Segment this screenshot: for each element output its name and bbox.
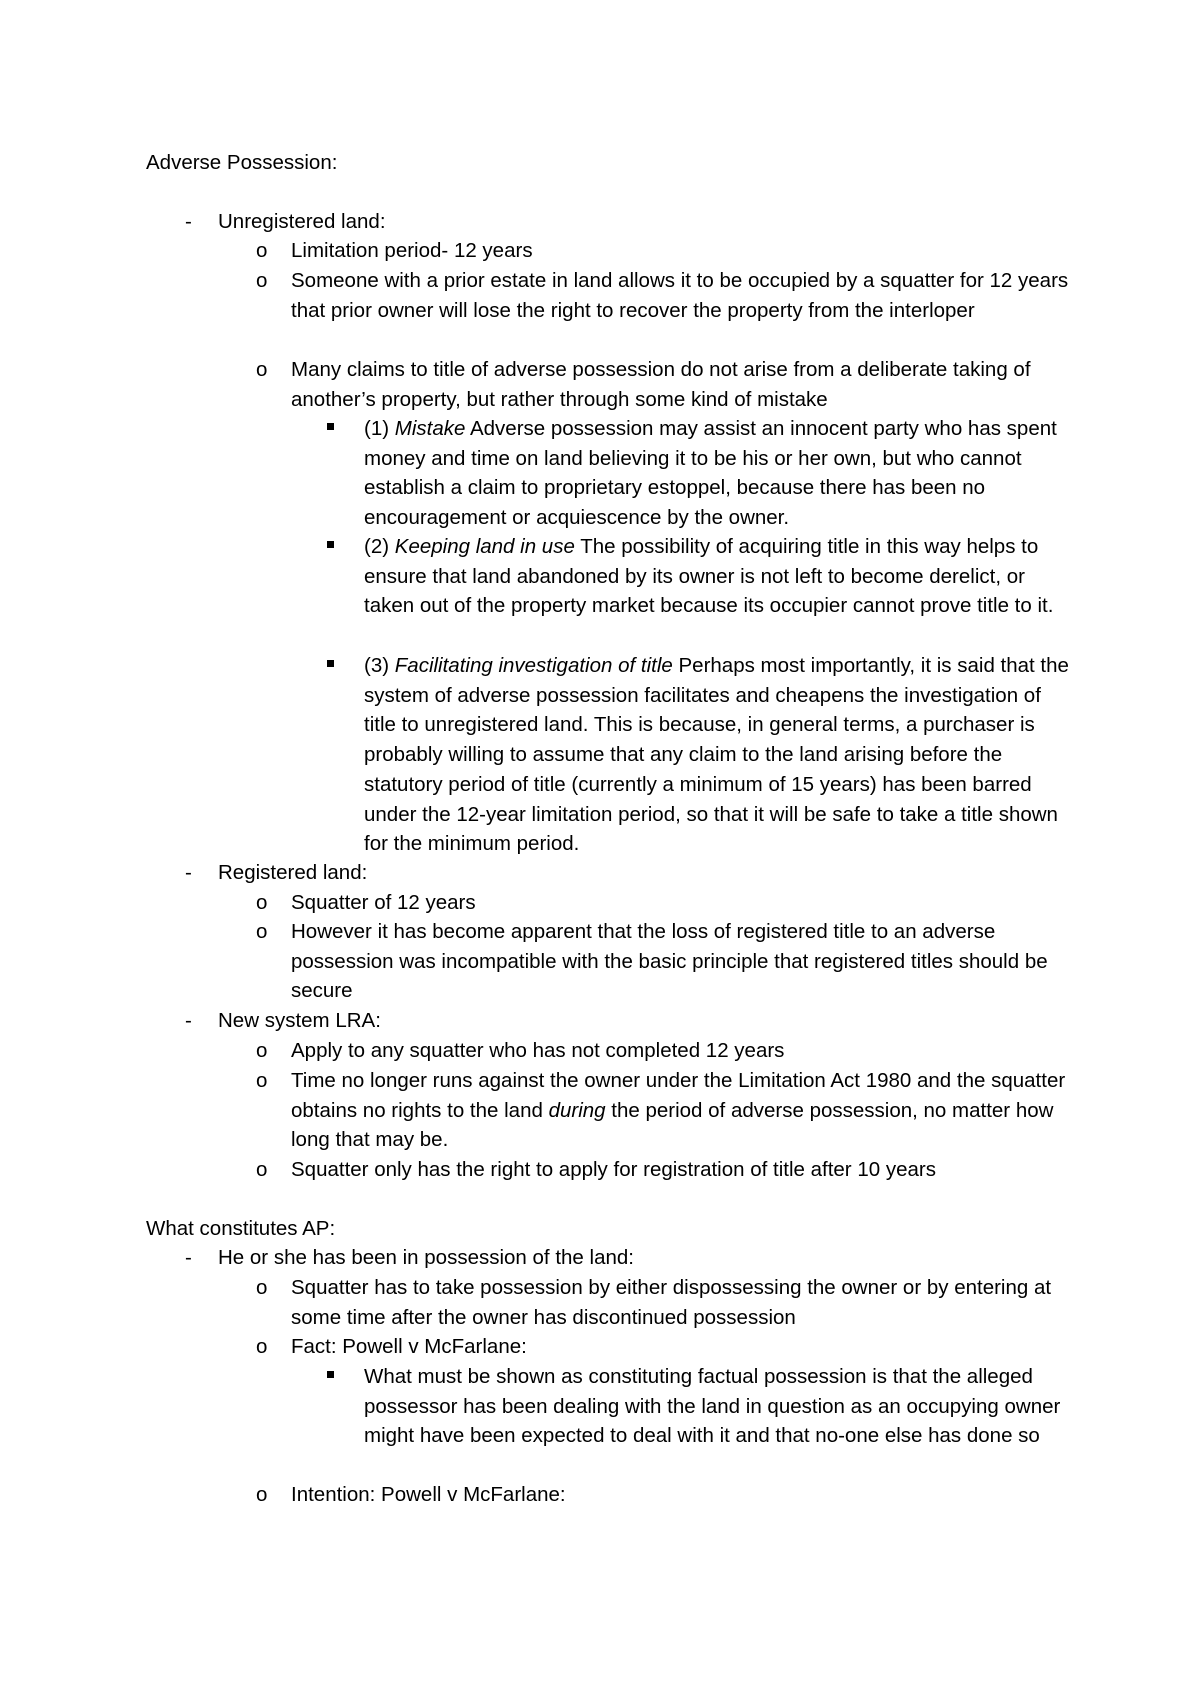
item-intention-powell bbox=[256, 1480, 1071, 1510]
dash-marker: - bbox=[185, 210, 192, 233]
item-text: Limitation period- 12 years bbox=[291, 239, 533, 262]
circle-marker: o bbox=[256, 239, 268, 262]
item-take-possession bbox=[256, 1273, 1071, 1332]
sub-item-number: (3) bbox=[364, 654, 390, 677]
bullet-label: Registered land: bbox=[218, 861, 368, 884]
circle-marker: o bbox=[256, 920, 268, 943]
dash-marker: - bbox=[185, 1009, 192, 1032]
circle-marker: o bbox=[256, 1335, 268, 1358]
item-text: Intention: Powell v McFarlane: bbox=[291, 1483, 566, 1506]
sub-item-factual-possession bbox=[364, 1362, 1074, 1451]
item-fact-powell bbox=[256, 1332, 1071, 1362]
circle-marker: o bbox=[256, 1276, 268, 1299]
sub-item-text: What must be shown as constituting factual possession is that the alleged possessor has been dealing with the land in question as an occupying owner might have been expected to deal with it and that no-one else has done so bbox=[364, 1365, 1061, 1448]
sub-item-text: The possibility of acquiring title in this way helps to ensure that land abandoned by its owner is not left to become derelict, or taken out of the property market because its occupier cannot prove title to it. bbox=[364, 535, 1054, 618]
bullet-in-possession bbox=[185, 1243, 1098, 1273]
bullet-unregistered-land bbox=[185, 207, 1098, 237]
heading-what-constitutes-ap: What constitutes AP: bbox=[146, 1217, 336, 1240]
square-marker bbox=[327, 423, 334, 430]
item-text: Fact: Powell v McFarlane: bbox=[291, 1335, 527, 1358]
square-marker bbox=[327, 541, 334, 548]
item-apply-after-10-years bbox=[256, 1155, 1071, 1185]
sub-item-mistake bbox=[364, 414, 1074, 533]
item-text: Someone with a prior estate in land allows it to be occupied by a squatter for 12 years that prior owner will lose the right to recover the property from the interloper bbox=[291, 269, 1069, 322]
circle-marker: o bbox=[256, 269, 268, 292]
item-claims-mistake bbox=[256, 355, 1071, 414]
circle-marker: o bbox=[256, 1483, 268, 1506]
item-text-after: the period of adverse possession, no matter how long that may be. bbox=[291, 1098, 1054, 1152]
item-text: Squatter has to take possession by either dispossessing the owner or by entering at some time after the owner has discontinued possession bbox=[291, 1276, 1052, 1329]
item-limitation-period bbox=[256, 236, 1071, 266]
heading-adverse-possession: Adverse Possession: bbox=[146, 151, 338, 174]
bullet-registered-land bbox=[185, 858, 1098, 888]
item-text: Squatter only has the right to apply for registration of title after 10 years bbox=[291, 1158, 936, 1181]
item-apply-any-squatter bbox=[256, 1036, 1071, 1066]
bullet-label: He or she has been in possession of the land: bbox=[218, 1246, 634, 1269]
sub-item-keeping-land-in-use bbox=[364, 532, 1074, 621]
circle-marker: o bbox=[256, 1158, 268, 1181]
item-prior-estate bbox=[256, 266, 1071, 325]
item-time-no-longer-runs bbox=[256, 1066, 1071, 1155]
sub-item-number: (1) bbox=[364, 417, 390, 440]
sub-item-text: Adverse possession may assist an innocent party who has spent money and time on land believing it to be his or her own, but who cannot establish a claim to proprietary estoppel, because there has been no encouragement or acquiescence by the owner. bbox=[364, 417, 1057, 530]
sub-item-title: Keeping land in use bbox=[394, 535, 575, 558]
bullet-label: Unregistered land: bbox=[218, 210, 386, 233]
sub-item-facilitating-investigation bbox=[364, 651, 1074, 859]
square-marker bbox=[327, 660, 334, 667]
sub-item-text: Perhaps most importantly, it is said that the system of adverse possession facilitates and cheapens the investigation of title to unregistered land. This is because, in general terms, a purchaser is probably willing to assume that any claim to the land arising before the statutory period of title (currently a minimum of 15 years) has been barred under the 12-year limitation period, so that it will be safe to take a title shown for the minimum period. bbox=[364, 654, 1069, 856]
circle-marker: o bbox=[256, 891, 268, 914]
circle-marker: o bbox=[256, 1069, 268, 1092]
circle-marker: o bbox=[256, 358, 268, 381]
item-registered-title-secure bbox=[256, 917, 1071, 1006]
sub-item-title: Mistake bbox=[394, 417, 466, 440]
item-text: Apply to any squatter who has not completed 12 years bbox=[291, 1039, 785, 1062]
sub-item-title: Facilitating investigation of title bbox=[394, 654, 673, 677]
item-text-emphasis: during bbox=[548, 1098, 606, 1122]
item-squatter-12-years bbox=[256, 888, 1071, 918]
sub-item-number: (2) bbox=[364, 535, 390, 558]
bullet-new-system-lra bbox=[185, 1006, 1098, 1036]
item-text: However it has become apparent that the loss of registered title to an adverse possession was incompatible with the basic principle that registered titles should be secure bbox=[291, 920, 1048, 1003]
dash-marker: - bbox=[185, 861, 192, 884]
item-text: Many claims to title of adverse possession do not arise from a deliberate taking of another’s property, but rather through some kind of mistake bbox=[291, 358, 1031, 411]
item-text-before: Time no longer runs against the owner under the Limitation Act 1980 and the squatter obtains no rights to the land bbox=[291, 1069, 1066, 1122]
item-text: Squatter of 12 years bbox=[291, 891, 476, 914]
square-marker bbox=[327, 1371, 334, 1378]
circle-marker: o bbox=[256, 1039, 268, 1062]
dash-marker: - bbox=[185, 1246, 192, 1269]
bullet-label: New system LRA: bbox=[218, 1009, 381, 1032]
